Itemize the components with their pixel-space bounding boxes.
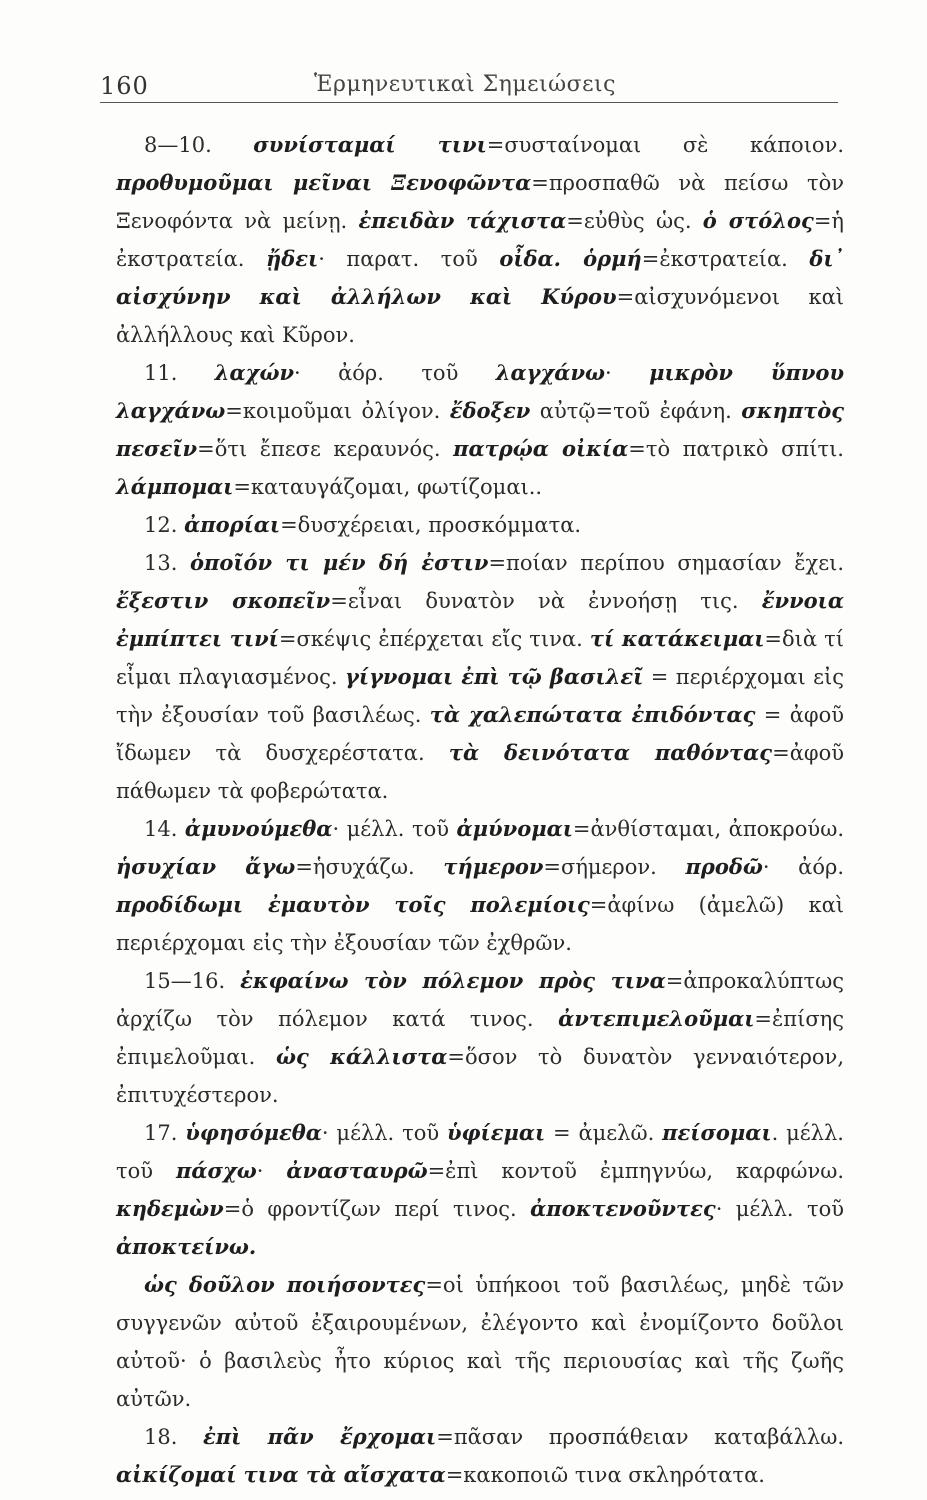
note-paragraph: [116, 126, 844, 354]
greek-lemma: ἀποκτείνω.: [116, 1234, 257, 1259]
greek-lemma: ἀποκτενοῦντες: [530, 1196, 716, 1221]
greek-lemma: ἡσυχίαν ἄγω: [116, 854, 296, 879]
greek-lemma: λαχών: [214, 360, 295, 385]
gloss-text: =κοιμοῦμαι ὀλίγον.: [225, 399, 450, 423]
gloss-text: ·: [256, 1159, 287, 1183]
gloss-text: = περιέρχομαι εἰς τὴν ἐξουσίαν τοῦ βασιλέως.: [116, 665, 845, 727]
gloss-text: =ἀπροκαλύπτως ἀρχίζω τὸν πόλεμον κατά τινος.: [116, 969, 844, 1031]
greek-lemma: πείσομαι: [662, 1120, 772, 1145]
gloss-text: =ἀφίνω (ἀμελῶ) καὶ περιέρχομαι εἰς τὴν ἐξουσίαν τῶν ἐχθρῶν.: [116, 893, 844, 955]
gloss-text: =αἰσχυνόμενοι καὶ ἀλλήλλους καὶ Κῦρον.: [116, 285, 844, 347]
gloss-text: =ὅτι ἔπεσε κεραυνός.: [197, 437, 454, 461]
header-rule: [100, 102, 838, 103]
note-paragraph: [116, 1114, 844, 1266]
running-title: Ἑρμηνευτικαὶ Σημειώσεις: [314, 72, 616, 97]
greek-lemma: ἔξεστιν σκοπεῖν: [116, 588, 331, 613]
gloss-text: =ἀνθίσταμαι, ἀποκρούω.: [572, 817, 844, 841]
greek-lemma: αἰκίζομαί τινα τὰ αἴσχατα: [116, 1462, 446, 1487]
greek-lemma: λαγχάνω: [495, 360, 606, 385]
greek-lemma: πατρῴα οἰκία: [453, 436, 629, 461]
greek-lemma: ἀνασταυρῶ: [286, 1158, 428, 1183]
page-header: [100, 72, 838, 112]
greek-lemma: ὑφίεμαι: [446, 1120, 546, 1145]
gloss-text: =προσπαθῶ νὰ πείσω τὸν Ξενοφόντα νὰ μείνῃ.: [116, 171, 844, 233]
gloss-text: . μέλλ. τοῦ: [116, 1121, 844, 1183]
gloss-text: =ὁ φροντίζων περί τινος.: [223, 1197, 531, 1221]
gloss-text: · μέλλ. τοῦ: [715, 1197, 845, 1221]
greek-lemma: οἶδα. ὁρμή: [499, 246, 642, 271]
greek-lemma: ὡς δοῦλον ποιήσοντες: [144, 1272, 426, 1297]
gloss-text: =ἀφοῦ πάθωμεν τὰ φοβερώτατα.: [116, 741, 844, 803]
greek-lemma: γίγνομαι ἐπὶ τῷ βασιλεῖ: [345, 664, 644, 689]
greek-lemma: προθυμοῦμαι μεῖναι Ξενοφῶντα: [116, 170, 532, 195]
greek-lemma: μικρὸν ὕπνου λαγχάνω: [116, 360, 845, 423]
greek-lemma: δι᾽ αἰσχύνην καὶ ἀλλήλων καὶ Κύρου: [116, 246, 845, 309]
note-paragraph: [116, 544, 844, 810]
note-paragraph: [116, 962, 844, 1114]
gloss-text: =ἐπὶ κοντοῦ ἐμπηγνύω, καρφώνω.: [427, 1159, 845, 1183]
gloss-text: 17.: [144, 1121, 186, 1145]
gloss-text: =σκέψις ἐπέρχεται εἴς τινα.: [278, 627, 590, 651]
gloss-text: · ἀόρ. τοῦ: [294, 361, 496, 385]
gloss-text: =εὐθὺς ὡς.: [566, 209, 703, 233]
note-paragraph: [116, 1418, 844, 1494]
greek-lemma: τὰ δεινότατα παθόντας: [448, 740, 773, 765]
greek-lemma: ἔδοξεν: [449, 398, 531, 423]
gloss-text: =ποίαν περίπου σημασίαν ἔχει.: [488, 551, 844, 575]
gloss-text: ·: [605, 361, 650, 385]
greek-lemma: προδῶ: [685, 854, 763, 879]
greek-lemma: τὰ χαλεπώτατα ἐπιδόντας: [429, 702, 756, 727]
gloss-text: = ἀφοῦ ἴδωμεν τὰ δυσχερέστατα.: [116, 703, 844, 765]
gloss-text: 12.: [144, 513, 185, 537]
gloss-text: =διὰ τί εἶμαι πλαγιασμένος.: [116, 627, 844, 689]
greek-lemma: πάσχω: [175, 1158, 257, 1183]
greek-lemma: ἐπὶ πᾶν ἔρχομαι: [203, 1424, 437, 1449]
greek-lemma: ὁποῖόν τι μέν δή ἐστιν: [190, 550, 489, 575]
gloss-text: 11.: [144, 361, 215, 385]
gloss-text: =ἐπίσης ἐπιμελοῦμαι.: [116, 1007, 844, 1069]
greek-lemma: ἀπορίαι: [184, 512, 281, 537]
gloss-text: 13.: [144, 551, 190, 575]
greek-lemma: ἀμύνομαι: [456, 816, 573, 841]
greek-lemma: σκηπτὸς πεσεῖν: [116, 398, 845, 461]
gloss-text: =ἡσυχάζω.: [295, 855, 444, 879]
gloss-text: =οἱ ὑπήκοοι τοῦ βασιλέως, μηδὲ τῶν συγγενῶν αὐτοῦ ἐξαιρουμένων, ἐλέγοντο καὶ ἐνομίζοντο δοῦλοι αὐτοῦ· ὁ βασιλεὺς ἦτο κύριος καὶ τῆς περιουσίας καὶ τῆς ζωῆς αὐτῶν.: [116, 1273, 844, 1411]
commentary-text: [116, 126, 844, 1494]
gloss-text: 15—16.: [144, 969, 241, 993]
note-paragraph: [116, 810, 844, 962]
gloss-text: · μέλλ. τοῦ: [332, 817, 457, 841]
greek-lemma: ἀμυνούμεθα: [184, 816, 333, 841]
greek-lemma: λάμπομαι: [116, 474, 234, 499]
gloss-text: =τὸ πατρικὸ σπίτι.: [628, 437, 844, 461]
greek-lemma: κηδεμὼν: [116, 1196, 224, 1221]
greek-lemma: τήμερον: [443, 854, 544, 879]
greek-lemma: ἀντεπιμελοῦμαι: [558, 1006, 755, 1031]
gloss-text: 8—10.: [144, 133, 254, 157]
gloss-text: =ὅσον τὸ δυνατὸν γενναιότερον, ἐπιτυχέστερον.: [116, 1045, 844, 1107]
gloss-text: =δυσχέρειαι, προσκόμματα.: [280, 513, 582, 537]
gloss-text: =ἐκστρατεία.: [641, 247, 810, 271]
greek-lemma: ὑφησόμεθα: [185, 1120, 322, 1145]
greek-lemma: ἔννοια ἐμπίπτει τινί: [116, 588, 844, 651]
greek-lemma: προδίδωμι ἐμαυτὸν τοῖς πολεμίοις: [116, 892, 590, 917]
gloss-text: =ἡ ἐκστρατεία.: [116, 209, 845, 271]
gloss-text: 14.: [144, 817, 185, 841]
gloss-text: = ἀμελῶ.: [545, 1121, 663, 1145]
gloss-text: 18.: [144, 1425, 204, 1449]
gloss-text: · παρατ. τοῦ: [318, 247, 500, 271]
note-paragraph: [116, 1266, 844, 1418]
greek-lemma: ὡς κάλλιστα: [275, 1044, 448, 1069]
note-paragraph: [116, 354, 844, 506]
greek-lemma: ἐκφαίνω τὸν πόλεμον πρὸς τινα: [240, 968, 666, 993]
gloss-text: · ἀόρ.: [762, 855, 845, 879]
greek-lemma: τί κατάκειμαι: [589, 626, 765, 651]
greek-lemma: ἐπειδὰν τάχιστα: [358, 208, 567, 233]
gloss-text: · μέλλ. τοῦ: [321, 1121, 447, 1145]
greek-lemma: ᾔδει: [266, 246, 319, 271]
greek-lemma: ὁ στόλος: [702, 208, 814, 233]
gloss-text: =πᾶσαν προσπάθειαν καταβάλλω.: [436, 1425, 844, 1449]
gloss-text: =εἶναι δυνατὸν νὰ ἐννοήσῃ τις.: [330, 589, 762, 613]
gloss-text: αὐτῷ=τοῦ ἐφάνη.: [530, 399, 742, 423]
gloss-text: =καταυγάζομαι, φωτίζομαι..: [233, 475, 543, 499]
gloss-text: =σήμερον.: [543, 855, 686, 879]
gloss-text: =συσταίνομαι σὲ κάποιον.: [486, 133, 845, 157]
note-paragraph: [116, 506, 844, 544]
gloss-text: =κακοποιῶ τινα σκληρότατα.: [445, 1463, 765, 1487]
page-number: 160: [100, 72, 149, 100]
greek-lemma: συνίσταμαί τινι: [253, 132, 487, 157]
